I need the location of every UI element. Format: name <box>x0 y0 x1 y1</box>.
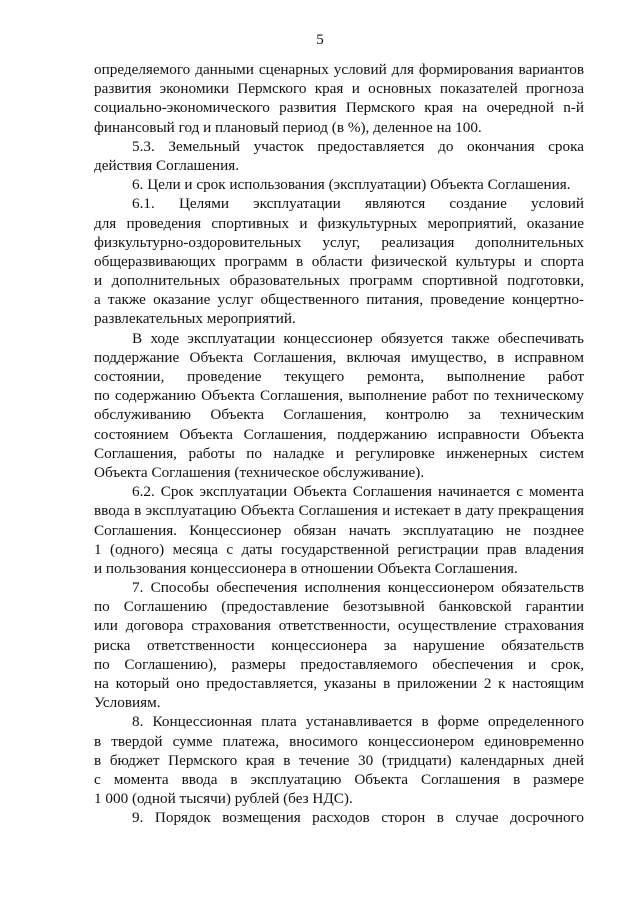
text-line: 7. Способы обеспечения исполнения концессионером обязательств <box>132 579 584 597</box>
text-line: по содержанию Объекта Соглашения, выполнение работ по техническому <box>94 387 584 405</box>
text-line: развития экономики Пермского края и основных показателей прогноза <box>94 80 584 98</box>
text-line: на который оно предоставляется, указаны в приложении 2 к настоящим <box>94 675 584 692</box>
text-line: а также оказание услуг общественного питания, проведение концертно- <box>94 291 584 309</box>
text-line: В ходе эксплуатации концессионер обязуется также обеспечивать <box>132 329 584 347</box>
document-body <box>94 60 584 828</box>
text-line: состоянии, проведение текущего ремонта, выполнение работ <box>94 368 584 385</box>
text-line: физкультурно-оздоровительных услуг, реализация дополнительных <box>94 233 584 251</box>
text-line: финансовый год и плановый период (в %), деленное на 100. <box>94 118 482 136</box>
text-line: риска ответственности концессионера за нарушение обязательств <box>94 636 584 654</box>
paragraph-p-5-3 <box>94 137 584 175</box>
text-line: 1 000 (одной тысячи) рублей (без НДС). <box>94 790 353 808</box>
text-line: Объекта Соглашения (техническое обслуживание). <box>94 463 425 481</box>
text-line: 1 (одного) месяца с даты государственной регистрации прав владения <box>94 540 584 558</box>
text-line: или договора страхования ответственности, осуществление страхования <box>94 617 584 635</box>
text-line: состоянием Объекта Соглашения, поддержанию исправности Объекта <box>94 425 584 443</box>
text-line: определяемого данными сценарных условий для формирования вариантов <box>94 61 584 78</box>
paragraph-p-8 <box>94 712 584 808</box>
paragraph-p-9 <box>94 808 584 827</box>
text-line: 8. Концессионная плата устанавливается в форме определенного <box>132 713 584 731</box>
text-line: и пользования концессионера в отношении Объекта Соглашения. <box>94 559 518 577</box>
text-line: Соглашения. Концессионер обязан начать эксплуатацию не позднее <box>94 521 584 539</box>
text-line: общеразвивающих программ в области физической культуры и спорта <box>94 252 584 270</box>
text-line: 5.3. Земельный участок предоставляется до окончания срока <box>132 137 584 155</box>
text-line: 6.2. Срок эксплуатации Объекта Соглашения начинается с момента <box>132 483 584 501</box>
text-line: по Соглашению (предоставление безотзывной банковской гарантии <box>94 598 584 616</box>
paragraph-p-continuation <box>94 60 584 137</box>
text-line: действия Соглашения. <box>94 156 240 174</box>
text-line: по Соглашению), размеры предоставляемого обеспечения и срок, <box>94 655 584 673</box>
text-line: обслуживанию Объекта Соглашения, контролю за техническим <box>94 406 584 424</box>
text-line: 6.1. Целями эксплуатации являются создание условий <box>132 195 584 213</box>
text-line: Соглашения, работы по наладке и регулировке инженерных систем <box>94 444 584 462</box>
paragraph-p-6-1 <box>94 194 584 328</box>
text-line: ввода в эксплуатацию Объекта Соглашения и истекает в дату прекращения <box>94 502 584 520</box>
paragraph-p-6 <box>94 175 584 194</box>
text-line: и дополнительных образовательных программ спортивной подготовки, <box>94 272 584 290</box>
text-line: 9. Порядок возмещения расходов сторон в случае досрочного <box>132 809 584 827</box>
paragraph-p-6-1-b <box>94 329 584 483</box>
text-line: в бюджет Пермского края в течение 30 (тридцати) календарных дней <box>94 751 584 769</box>
text-line: в твердой сумме платежа, вносимого концессионером единовременно <box>94 732 584 750</box>
paragraph-p-7 <box>94 578 584 712</box>
page-number: 5 <box>316 32 324 48</box>
text-line: поддержание Объекта Соглашения, включая имущество, в исправном <box>94 348 584 366</box>
text-line: для проведения спортивных и физкультурных мероприятий, оказание <box>94 214 584 232</box>
text-line: с момента ввода в эксплуатацию Объекта Соглашения в размере <box>94 770 584 788</box>
text-line: развлекательных мероприятий. <box>94 310 296 328</box>
text-line: социально-экономического развития Пермского края на очередной n-й <box>94 99 584 117</box>
text-line: Условиям. <box>94 694 161 712</box>
paragraph-p-6-2 <box>94 482 584 578</box>
text-line: 6. Цели и срок использования (эксплуатации) Объекта Соглашения. <box>132 176 571 194</box>
